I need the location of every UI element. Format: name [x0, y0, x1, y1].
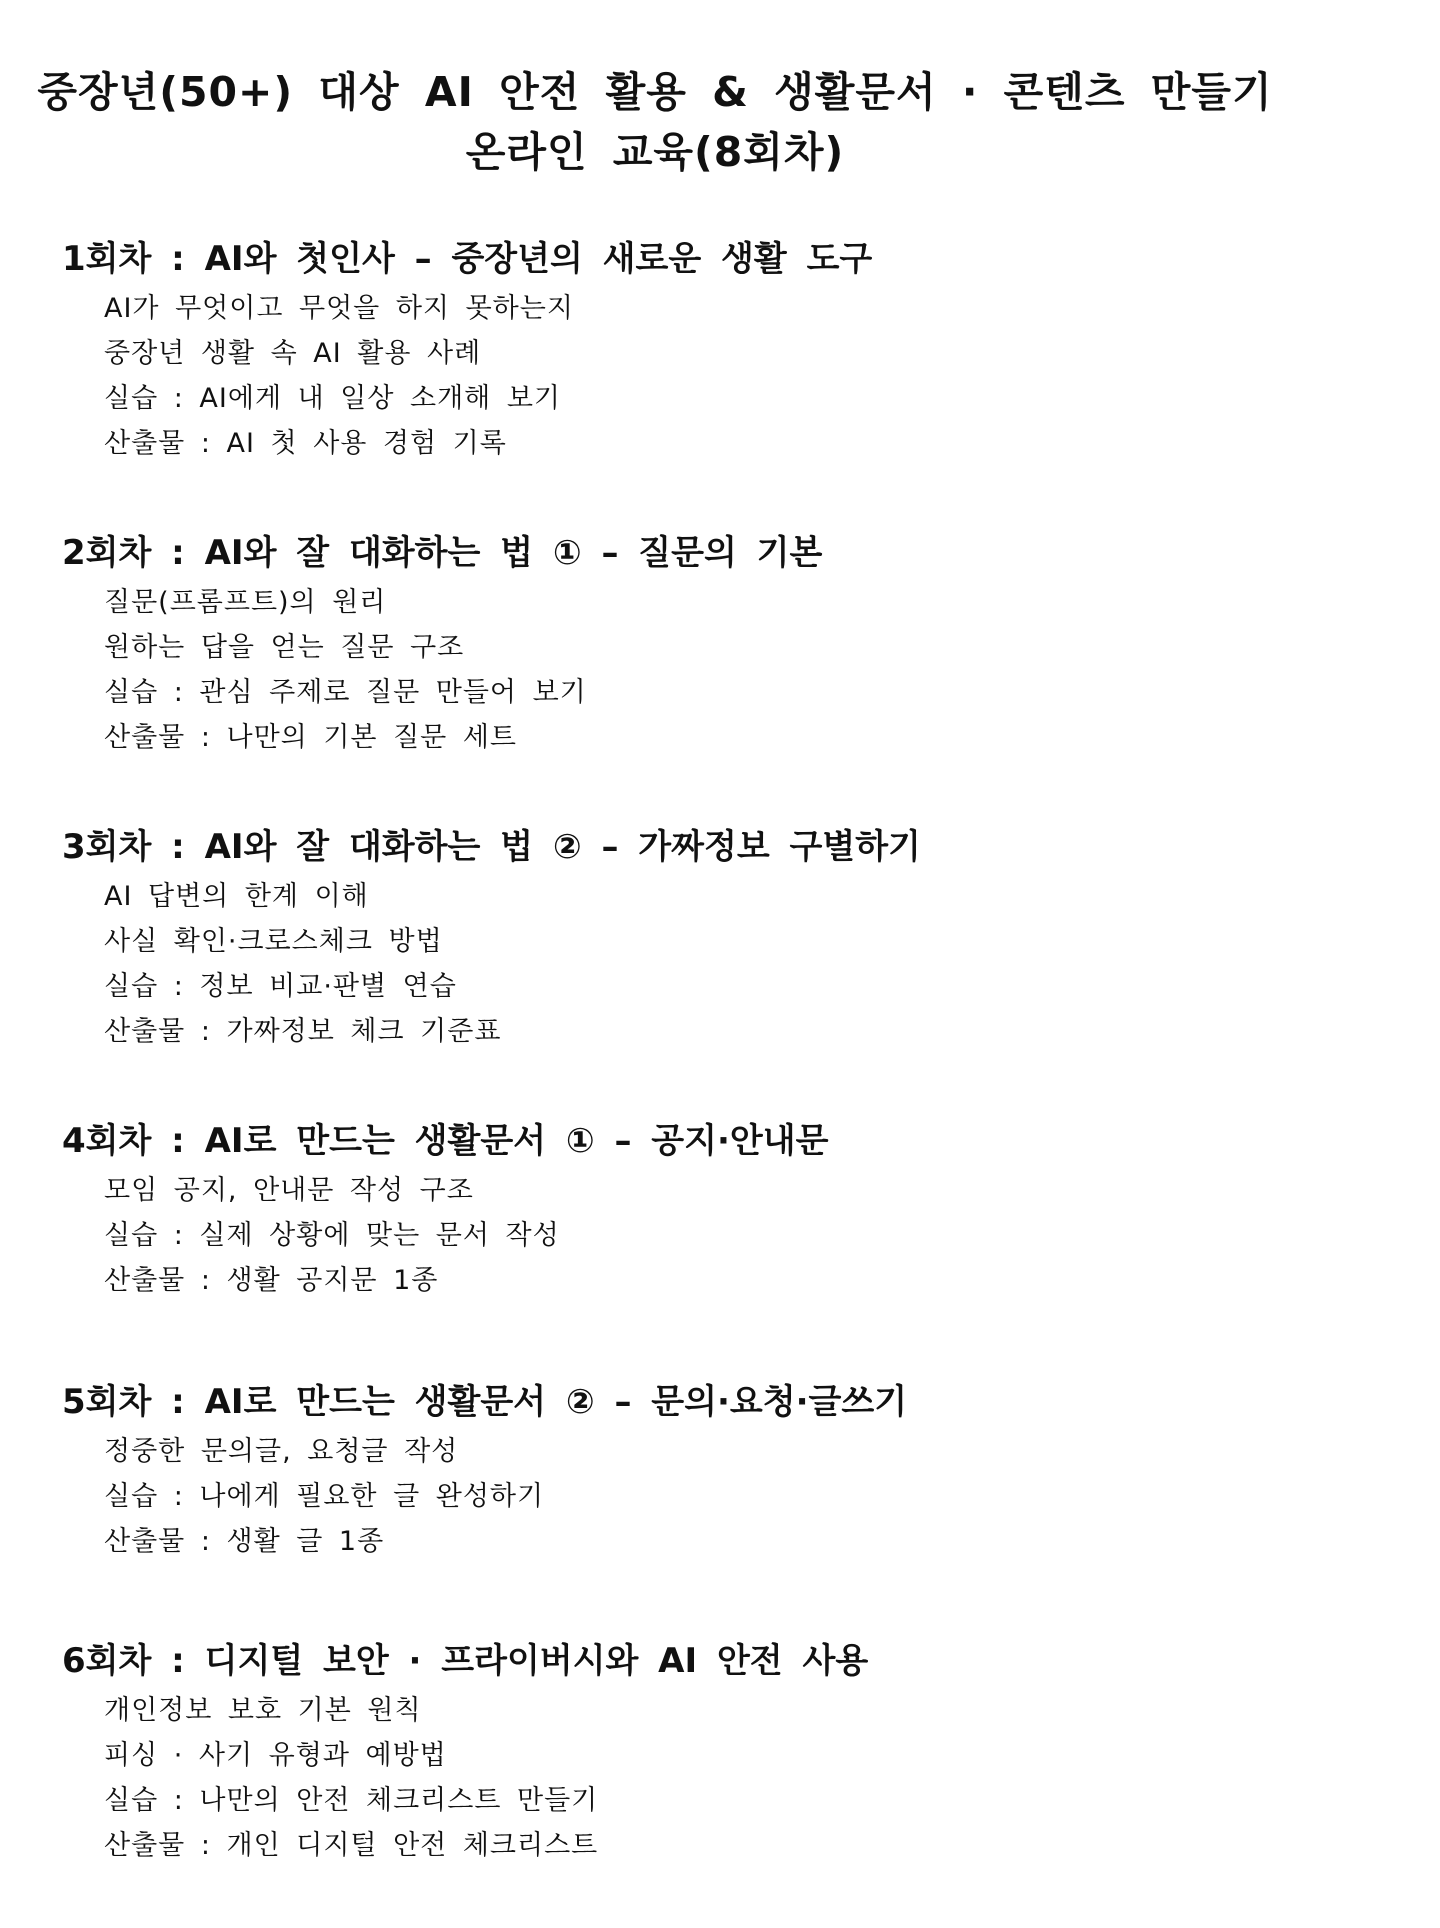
session-item: 실습 : 실제 상황에 맞는 문서 작성: [104, 1220, 560, 1251]
session-item: 모임 공지, 안내문 작성 구조: [104, 1175, 474, 1206]
session-item: AI가 무엇이고 무엇을 하지 못하는지: [104, 293, 574, 324]
session-item: 산출물 : AI 첫 사용 경험 기록: [104, 428, 507, 459]
session-title: 5회차 : AI로 만드는 생활문서 ② – 문의·요청·글쓰기: [62, 1382, 908, 1422]
session-item: 실습 : AI에게 내 일상 소개해 보기: [104, 383, 562, 414]
session-item: 산출물 : 개인 디지털 안전 체크리스트: [104, 1830, 599, 1861]
session-items: [62, 874, 1362, 1054]
session-item: 산출물 : 생활 공지문 1종: [104, 1265, 439, 1296]
session-item: 실습 : 나에게 필요한 글 완성하기: [104, 1481, 545, 1512]
session-title: 2회차 : AI와 잘 대화하는 법 ① – 질문의 기본: [62, 533, 823, 573]
session-item: 피싱 · 사기 유형과 예방법: [104, 1740, 447, 1771]
document-title: [0, 62, 1310, 182]
session-items: [62, 580, 1362, 760]
session-item: 원하는 답을 얻는 질문 구조: [104, 632, 465, 663]
session-item: 산출물 : 가짜정보 체크 기준표: [104, 1016, 502, 1047]
session-title: 6회차 : 디지털 보안 · 프라이버시와 AI 안전 사용: [62, 1641, 869, 1681]
session-items: [62, 1429, 1362, 1564]
session-title: 4회차 : AI로 만드는 생활문서 ① – 공지·안내문: [62, 1121, 829, 1161]
title-line-2: 온라인 교육(8회차): [465, 128, 845, 176]
session-item: 정중한 문의글, 요청글 작성: [104, 1436, 459, 1467]
session-items: [62, 1168, 1362, 1303]
session-item: 산출물 : 생활 글 1종: [104, 1526, 385, 1557]
session-6: [62, 1634, 1362, 1868]
session-item: 실습 : 나만의 안전 체크리스트 만들기: [104, 1785, 599, 1816]
session-item: 중장년 생활 속 AI 활용 사례: [104, 338, 482, 369]
session-items: [62, 1688, 1362, 1868]
session-item: 실습 : 정보 비교·판별 연습: [104, 971, 457, 1002]
session-item: 실습 : 관심 주제로 질문 만들어 보기: [104, 677, 587, 708]
session-item: 개인정보 보호 기본 원칙: [104, 1695, 422, 1726]
session-items: [62, 286, 1362, 466]
session-4: [62, 1114, 1362, 1303]
title-line-1: 중장년(50+) 대상 AI 안전 활용 & 생활문서 · 콘텐츠 만들기: [37, 68, 1273, 116]
session-5: [62, 1375, 1362, 1564]
session-1: [62, 232, 1362, 466]
session-item: 산출물 : 나만의 기본 질문 세트: [104, 722, 517, 753]
session-item: 질문(프롬프트)의 원리: [104, 587, 387, 618]
session-3: [62, 820, 1362, 1054]
session-title: 3회차 : AI와 잘 대화하는 법 ② – 가짜정보 구별하기: [62, 827, 921, 867]
session-list: [62, 232, 1362, 1928]
session-item: 사실 확인·크로스체크 방법: [104, 926, 443, 957]
session-2: [62, 526, 1362, 760]
session-title: 1회차 : AI와 첫인사 – 중장년의 새로운 생활 도구: [62, 239, 873, 279]
session-item: AI 답변의 한계 이해: [104, 881, 369, 912]
